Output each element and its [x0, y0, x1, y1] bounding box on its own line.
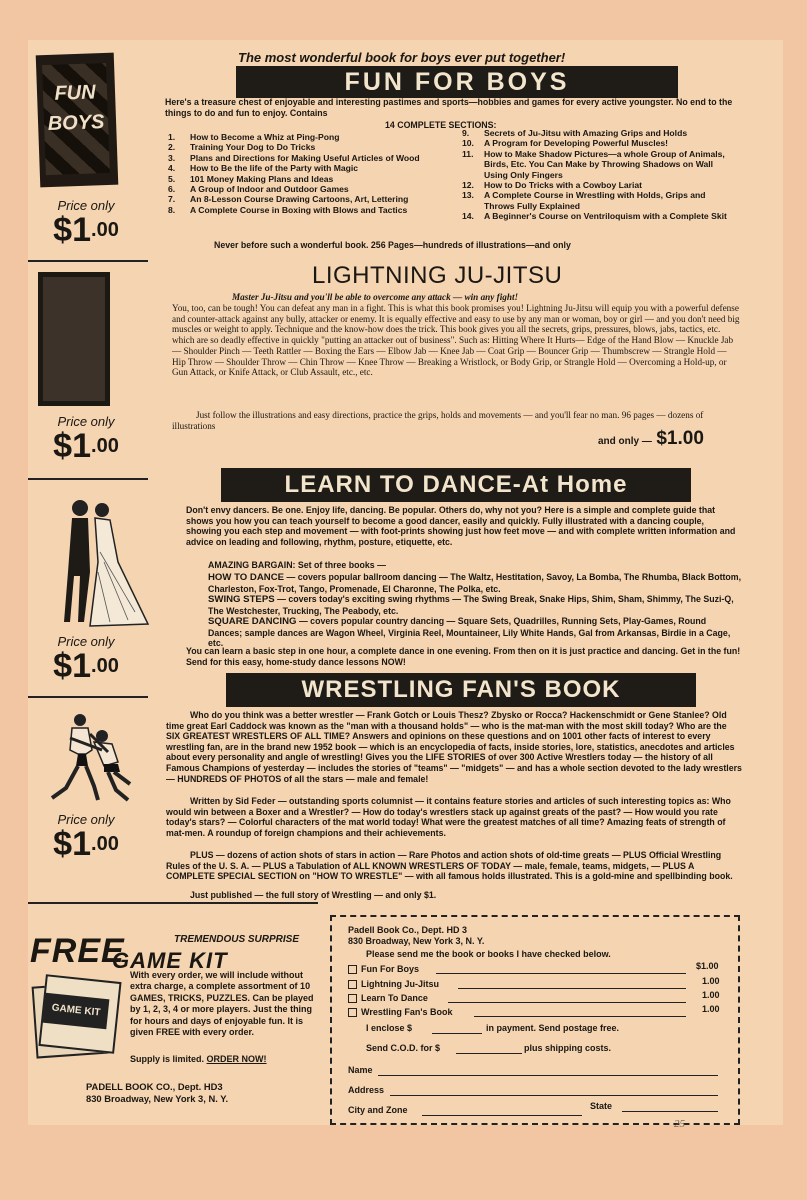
section-item: 6. A Group of Indoor and Outdoor Games	[168, 184, 349, 195]
wrestling-paragraph-1: Who do you think was a better wrestler — Frank Gotch or Louis Thesz? Zbysko or Rocca? Hackenschmidt or Gene Stanlee? Old time great Earl Caddock was known as the "man with a thousand holds" — who is the mat-man with the most skill today? Who are the SIX GREATEST WRESTLERS OF ALL TIME? Answers and opinions on these questions and on 1001 other facts of interest to every wrestling fan, are in the brand new 1952 book — which is an encyclopedia of facts, inside stories, lore, statistics, anecdotes and articles about every personality and angle of wrestling! Gives you the LIFE STORIES of over 300 Active Wrestlers today — the history of all Famous Champions of yesterday — includes the stories of "teams" — "midgets" — and has a whole section devoted to the lady wrestlers — HUNDREDS OF PHOTOS of all the stars — male and female!	[166, 710, 742, 784]
kit-company: PADELL BOOK CO., Dept. HD3	[86, 1081, 223, 1092]
enclose-label: I enclose $	[366, 1023, 413, 1033]
sections-header: 14 COMPLETE SECTIONS:	[385, 120, 497, 130]
leader-line	[436, 973, 686, 974]
section-item: 4. How to Be the life of the Party with Magic	[168, 163, 359, 174]
dance-body: Don't envy dancers. Be one. Enjoy life, dancing. Be popular. Others do, why not you? Here is a simple and complete guide that shows you how you can teach yourself to become a good dancer, easily and quickly. Fully illustrated with a dancing couple, showing you each step and movement — with foot-prints showing just how feet move — and with complete written information and advice on leading and following, rhythm, posture, etiquette, etc.	[186, 505, 736, 547]
game-kit-box-label: GAME KIT	[43, 993, 110, 1030]
sections-right-list	[462, 128, 738, 222]
jujitsu-body2: Just follow the illustrations and easy directions, practice the grips, holds and movements — and you'll fear no man. 96 pages — dozens of illustrations	[172, 410, 704, 431]
sections-left-list	[168, 132, 448, 215]
price-block-wrestling	[32, 812, 140, 861]
leader-line	[448, 1002, 686, 1003]
coupon-company: Padell Book Co., Dept. HD 3	[348, 925, 468, 935]
section-item: 1. How to Become a Whiz at Ping-Pong	[168, 132, 340, 142]
jujitsu-body: You, too, can be tough! You can defeat any man in a fight. This is what this book promises you! Lightning Ju-Jitsu will equip you with a powerful defense and counter-attack against any bully, attacker or enemy. It is equally effective and easy to use by any man or woman, boy or girl — and you don't need big muscles or weight to apply. Technique and the know-how does the trick. This book gives you all the secrets, grips, pressures, blows, jabs, tactics, etc. which are so deadly effective in quickly "putting an attacker out of business". Such as: Hitting Where It Hurts— Edge of the Hand Blow — Knuckle Jab — Shoulder Pinch — Teeth Rattler — Boxing the Ears — Elbow Jab — Knee Jab — Coat Grip — Bouncer Grip — Thumbscrew — Strangle Hold — Hip Throw — Shoulder Throw — Chin Throw — Knee Throw — Breaking a Wristlock, or Body Grip, or Strangle Hold — Overcoming a Hold-up, or Gun Attack, or Knife Attack, or Club Assault, etc., etc.	[172, 303, 740, 378]
tremendous-surprise: TREMENDOUS SURPRISE	[174, 934, 300, 945]
price-value: $\$1^{.00}$	[53, 427, 119, 465]
price-value: $\$1^{.00}$	[53, 211, 119, 249]
free-headline: FREE	[30, 932, 125, 970]
enclose-suffix: in payment. Send postage free.	[486, 1023, 620, 1033]
dance-how-to-dance: HOW TO DANCE — covers popular ballroom dancing — The Waltz, Hestitation, Savoy, La Bomba, The Rhumba, Black Bottom, Charleston, Fox-Trot, Tango, Promenade, El Charonne, The Polka, etc.	[208, 572, 742, 594]
dance-swing-steps: SWING STEPS — covers today's exciting swing rhythms — The Swing Break, Snake Hips, Shim, Sham, Shimmy, The Suzi-Q, The Westchester, Trucking, The Peabody, etc.	[208, 594, 734, 616]
section-item: 12. How to Do Tricks with a Cowboy Lariat	[462, 180, 643, 191]
section-item: 3. Plans and Directions for Making Useful Articles of Wood	[168, 152, 420, 163]
price-label: Price only	[57, 634, 115, 649]
price-label: Price only	[57, 198, 115, 213]
coupon-item-fun-for-boys[interactable]: Fun For Boys	[348, 964, 419, 974]
price-value: $\$1^{.00}$	[53, 825, 119, 863]
wrestling-title: WRESTLING FAN'S BOOK	[226, 673, 696, 707]
and-only-text: and only —	[598, 436, 652, 447]
checkbox[interactable]	[348, 1008, 357, 1017]
price-block-dance	[32, 634, 140, 683]
leader-line	[474, 1016, 686, 1017]
jujitsu-lead: Master Ju-Jitsu and you'll be able to overcome any attack — win any fight!	[232, 292, 519, 302]
name-field[interactable]	[378, 1075, 718, 1076]
section-item: 11. How to Make Shadow Pictures—a whole Group of Animals, Birds, Etc. You Can Make by Throwing Shadows on Wall Using Only Fingers	[462, 148, 725, 180]
cod-suffix: plus shipping costs.	[524, 1043, 612, 1053]
jujitsu-book-cover	[38, 272, 110, 406]
jujitsu-title: LIGHTNING JU-JITSU	[312, 262, 563, 289]
address-field[interactable]	[390, 1095, 718, 1096]
coupon-price: 1.00	[702, 976, 720, 986]
section-item: 8. A Complete Course in Boxing with Blows and Tactics	[168, 204, 408, 215]
coupon-item-learn-to-dance[interactable]: Learn To Dance	[348, 993, 428, 1003]
city-label: City and Zone	[348, 1105, 408, 1115]
cod-label: Send C.O.D. for $	[366, 1043, 441, 1053]
state-label: State	[590, 1101, 613, 1111]
section-item: 10. A Program for Developing Powerful Muscles!	[462, 138, 669, 149]
section-item: 9. Secrets of Ju-Jitsu with Amazing Grips and Holds	[462, 128, 688, 138]
coupon-item-wrestling[interactable]: Wrestling Fan's Book	[348, 1007, 453, 1017]
section-item: 14. A Beginner's Course on Ventriloquism with a Complete Skit	[462, 211, 727, 222]
dance-title: LEARN TO DANCE-At Home	[221, 468, 691, 502]
checkbox[interactable]	[348, 965, 357, 974]
coupon-price: $1.00	[696, 961, 719, 971]
dance-square-dancing: SQUARE DANCING — covers popular country dancing — Square Sets, Quadrilles, Running Sets, Play-Games, Round Dances; sample dances are Wagon Wheel, Virginia Reel, Mountaineer, Lily White Hands, Gal from Arkansas, Birdie in a Cage, etc.	[208, 616, 731, 649]
coupon-instruction: Please send me the book or books I have checked below.	[366, 949, 611, 959]
divider	[28, 696, 148, 698]
checkbox[interactable]	[348, 994, 357, 1003]
game-kit-supply-line: Supply is limited. ORDER NOW!	[130, 1054, 267, 1064]
book-cover-text: FUN BOYS	[47, 81, 105, 136]
divider	[28, 260, 148, 262]
city-field[interactable]	[422, 1115, 582, 1116]
price-value: $\$1^{.00}$	[53, 647, 119, 685]
fun-for-boys-book-cover	[36, 53, 119, 188]
jujitsu-price: $1.00	[656, 428, 704, 449]
wrestling-paragraph-4: Just published — the full story of Wrestling — and only $1.	[190, 890, 437, 900]
order-coupon	[330, 915, 740, 1125]
wrestlers-illustration	[42, 710, 138, 806]
dancing-couple-illustration	[40, 492, 160, 632]
page-number: 25	[674, 1118, 685, 1130]
name-label: Name	[348, 1065, 373, 1075]
dance-closing: You can learn a basic step in one hour, a complete dance in one evening. From then on it is just practice and dancing. Get in the fun! Send for this easy, home-study dance lessons NOW!	[186, 646, 741, 667]
game-kit-body: With every order, we will include without extra charge, a complete assortment of 10 GAMES, TRICKS, PUZZLES. Can be played by 1, 2, 3, 4 or more players. Just the thing for hours and days of enjoyable fun. It is given FREE with every order.	[130, 970, 314, 1038]
coupon-address: 830 Broadway, New York 3, N. Y.	[348, 936, 485, 946]
price-block-jujitsu	[32, 414, 140, 463]
divider	[28, 478, 148, 480]
price-label: Price only	[57, 812, 115, 827]
dance-bargain: AMAZING BARGAIN: Set of three books —	[208, 560, 386, 570]
tagline: The most wonderful book for boys ever put together!	[238, 50, 566, 65]
address-label: Address	[348, 1085, 385, 1095]
section-item: 5. 101 Money Making Plans and Ideas	[168, 173, 334, 184]
section-item: 7. An 8-Lesson Course Drawing Cartoons, Art, Lettering	[168, 194, 409, 205]
cod-amount-field[interactable]	[456, 1053, 522, 1054]
checkbox[interactable]	[348, 980, 357, 989]
price-label: Price only	[57, 414, 115, 429]
leader-line	[458, 988, 686, 989]
jujitsu-price-line	[598, 428, 704, 450]
coupon-price: 1.00	[702, 1004, 720, 1014]
wrestling-paragraph-2: Written by Sid Feder — outstanding sports columnist — it contains feature stories and articles of such interesting topics as: Who would win between a Boxer and a Wrestler? — How do today's wrestlers stack up against greats of the past? — How would you rate today's stars? — Colorful characters of the mat world today! What were the greatest matches of all time? Amazing feats of strength of mat-men. A roundup of foreign champions and their achievements.	[166, 796, 731, 838]
state-field[interactable]	[622, 1111, 718, 1112]
kit-address: 830 Broadway, New York 3, N. Y.	[86, 1093, 229, 1104]
wrestling-paragraph-3: PLUS — dozens of action shots of stars in action — Rare Photos and action shots of old-time greats — PLUS Official Wrestling Rules of the U. S. A. — PLUS a Tabulation of ALL KNOWN WRESTLERS OF TODAY — male, female, teams, midgets, — PLUS A COMPLETE SPECIAL SECTION on "HOW TO WRESTLE" — with all famous holds illustrated. This is a gold-mine and spellbinding book.	[166, 850, 733, 882]
game-kit-box-illustration	[34, 976, 122, 1056]
divider	[28, 902, 318, 904]
fun-for-boys-intro: Here's a treasure chest of enjoyable and interesting pastimes and sports—hobbies and games for every active youngster. No end to the things to do and fun to enjoy. Contains	[165, 97, 733, 118]
price-block-fun	[32, 198, 140, 247]
section-item: 2. Training Your Dog to Do Tricks	[168, 142, 316, 153]
enclose-amount-field[interactable]	[432, 1033, 482, 1034]
coupon-price: 1.00	[702, 990, 720, 1000]
section-item: 13. A Complete Course in Wrestling with Holds, Grips and Throws Fully Explained	[462, 190, 706, 211]
fun-for-boys-title: FUN FOR BOYS	[236, 66, 678, 98]
game-kit-headline: GAME KIT	[112, 948, 228, 973]
fun-for-boys-footer: Never before such a wonderful book. 256 Pages—hundreds of illustrations—and only	[214, 240, 571, 250]
coupon-item-ju-jitsu[interactable]: Lightning Ju-Jitsu	[348, 979, 439, 989]
